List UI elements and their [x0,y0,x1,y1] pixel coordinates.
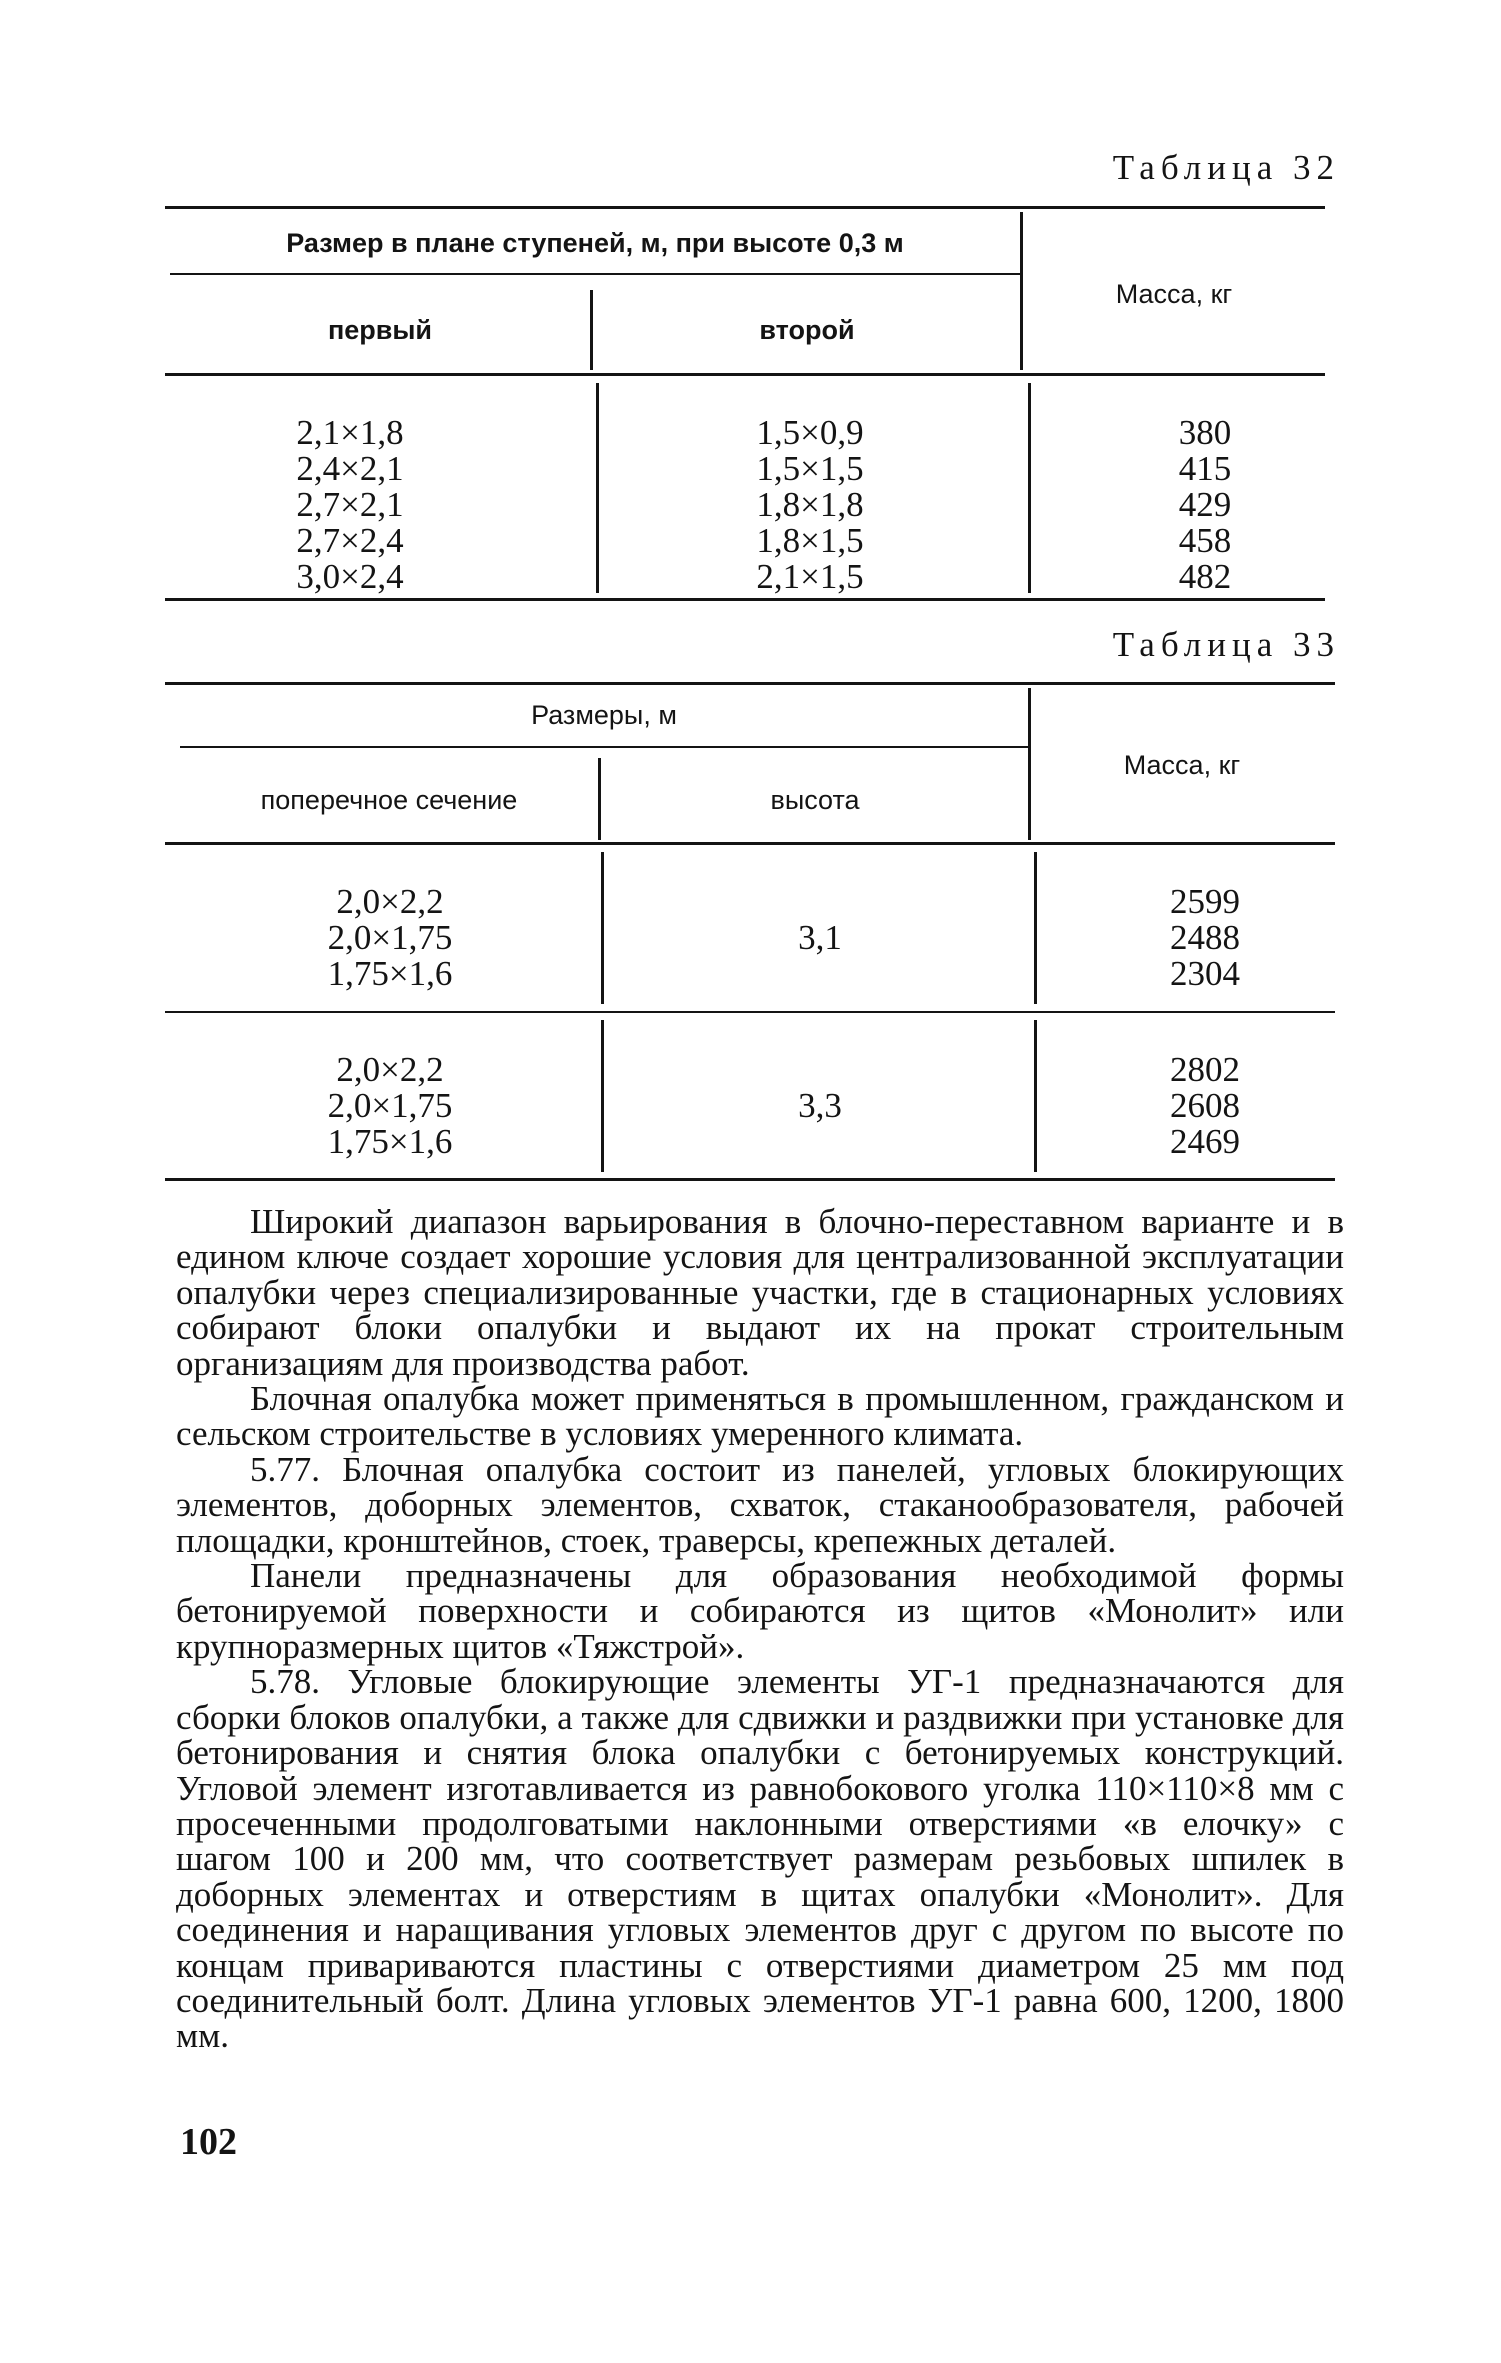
table-33-col-section-header: поперечное сечение [260,785,518,815]
table-33-divider [601,852,604,1004]
table-33-divider [1028,688,1031,840]
table-cell: 1,8×1,5 [756,521,864,560]
table-33-mass-group-2 [1130,1052,1280,1160]
table-33-col-mass-header: Масса, кг [1123,750,1241,780]
table-33-header-rule [165,842,1335,845]
table-cell: 380 [1178,413,1232,452]
table-33-group-separator [165,1011,1335,1013]
table-33-divider [601,1020,604,1172]
table-cell: 2,1×1,8 [296,413,404,452]
table-cell: 2488 [1170,918,1240,957]
table-33-height-group-2: 3,3 [798,1086,842,1125]
table-33-sections-group-2 [290,1052,490,1160]
table-32-caption: Таблица 32 [1112,148,1340,187]
table-cell: 2,7×2,1 [296,485,404,524]
table-32-divider [1020,212,1023,370]
table-cell: 482 [1178,557,1232,596]
table-cell: 2304 [1170,954,1240,993]
paragraph: 5.77. Блочная опалубка состоит из панелей, угловых блокирующих элементов, доборных элементов, схваток, стаканообразователя, рабочей площадки, кронштейнов, стоек, траверсы, крепежных деталей. [176,1449,1344,1560]
table-33-height-group-1: 3,1 [798,918,842,957]
table-32-divider [590,290,593,370]
table-cell: 1,75×1,6 [327,954,453,993]
table-33-divider [1034,1020,1037,1172]
table-cell: 2,0×1,75 [327,918,453,957]
table-33-divider [1034,852,1037,1004]
table-32-second-column [710,415,910,595]
table-32-col-second-header: второй [759,315,855,345]
table-32-col-first-header: первый [327,315,433,345]
table-33-top-rule [165,682,1335,685]
table-cell: 429 [1178,485,1232,524]
table-32-mass-column [1130,415,1280,595]
table-32-col-mass-header: Масса, кг [1115,279,1233,309]
table-cell: 2469 [1170,1122,1240,1161]
table-33-divider [598,758,601,840]
table-cell: 2599 [1170,882,1240,921]
table-33-group-header: Размеры, м [531,700,677,730]
table-33-mass-group-1 [1130,884,1280,992]
paragraph: Широкий диапазон варьирования в блочно-переставном варианте и в едином ключе создает хорошие условия для централизованной эксплуатации опалубки через специализированные участки, где в стационарных условиях собирают блоки опалубки и выдают их на прокат строительным организациям для производства работ. [176,1202,1344,1383]
table-cell: 458 [1178,521,1232,560]
table-32-group-header: Размер в плане ступеней, м, при высоте 0,3 м [286,228,904,258]
table-cell: 2,1×1,5 [756,557,864,596]
table-32-divider [1028,383,1031,593]
table-cell: 1,5×1,5 [756,449,864,488]
paragraph: Панели предназначены для образования необходимой формы бетонируемой поверхности и собираются из щитов «Монолит» или крупноразмерных щитов «Тяжстрой». [176,1556,1344,1666]
table-cell: 2,0×1,75 [327,1086,453,1125]
table-32-bottom-rule [165,598,1325,601]
table-32-first-column [250,415,450,595]
table-33-bottom-rule [165,1178,1335,1181]
paragraph: Блочная опалубка может применяться в промышленном, гражданском и сельском строительстве в условиях умеренного климата. [176,1379,1344,1454]
table-32-group-rule [170,273,1020,275]
table-33-sections-group-1 [290,884,490,992]
table-cell: 2,7×2,4 [296,521,404,560]
table-cell: 415 [1178,449,1232,488]
table-cell: 3,0×2,4 [296,557,404,596]
table-cell: 2608 [1170,1086,1240,1125]
table-cell: 2,0×2,2 [336,1050,444,1089]
table-cell: 2,0×2,2 [336,882,444,921]
table-33-col-height-header: высота [770,785,860,815]
table-cell: 1,5×0,9 [756,413,864,452]
table-33-group-rule [180,746,1028,748]
table-cell: 1,75×1,6 [327,1122,453,1161]
table-cell: 1,8×1,8 [756,485,864,524]
table-32-top-rule [165,206,1325,209]
table-32-header-rule [165,373,1325,376]
table-cell: 2,4×2,1 [296,449,404,488]
table-cell: 2802 [1170,1050,1240,1089]
page-number: 102 [180,2121,237,2163]
body-text [176,1204,1344,2054]
table-33-caption: Таблица 33 [1112,625,1340,664]
table-32-divider [596,383,599,593]
paragraph: 5.78. Угловые блокирующие элементы УГ-1 предназначаются для сборки блоков опалубки, а также для сдвижки и раздвижки при установке для бетонирования и снятия блока опалубки с бетонируемых конструкций. Угловой элемент изготавливается из равнобокового уголка 110×110×8 мм с просеченными продолговатыми наклонными отверстиями «в елочку» с шагом 100 и 200 мм, что соответствует размерам резьбовых шпилек в доборных элементах и отверстиям в щитах опалубки «Монолит». Для соединения и наращивания угловых элементов друг с другом по высоте по концам привариваются пластины с отверстиями диаметром 25 мм под соединительный болт. Длина угловых элементов УГ-1 равна 600, 1200, 1800 мм. [176,1662,1344,2056]
